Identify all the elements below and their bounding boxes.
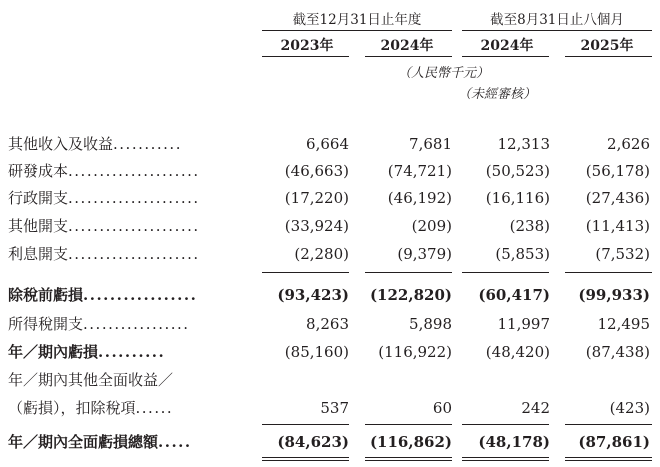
- total-rule: [462, 424, 549, 425]
- row-value: 60: [432, 399, 452, 417]
- row-value: (11,413): [585, 217, 650, 235]
- header-group-underline-1: [262, 30, 452, 31]
- subtotal-rule: [262, 272, 349, 273]
- row-label: 其他開支.....................: [8, 217, 200, 235]
- table-row: [0, 311, 660, 337]
- row-value: (423): [609, 399, 650, 417]
- table-row: [0, 282, 660, 308]
- year-header-2023: 2023年: [280, 38, 334, 54]
- table-row: [0, 395, 660, 421]
- row-value: (46,192): [387, 189, 452, 207]
- row-value: 242: [521, 399, 550, 417]
- row-value: (2,280): [294, 245, 349, 263]
- row-value: 12,313: [497, 135, 550, 153]
- table-row: [0, 429, 660, 455]
- row-value: (74,721): [387, 162, 452, 180]
- header-group-year-ended: 截至12月31日止年度: [292, 12, 422, 28]
- unaudited-note: （未經審核）: [458, 87, 537, 102]
- row-value: 8,263: [306, 315, 349, 333]
- row-value: 5,898: [409, 315, 452, 333]
- table-row: [0, 213, 660, 239]
- row-value: (85,160): [284, 343, 349, 361]
- year-underline-2: [365, 56, 452, 57]
- row-value: 11,997: [497, 315, 550, 333]
- row-value: (84,623): [277, 433, 349, 451]
- row-label: 除稅前虧損.................: [8, 286, 198, 304]
- row-value: (116,922): [378, 343, 452, 361]
- row-value: (122,820): [369, 286, 452, 304]
- row-label: 利息開支.....................: [8, 245, 200, 263]
- double-rule: [565, 457, 652, 461]
- row-value: 2,626: [607, 135, 650, 153]
- row-value: (60,417): [478, 286, 550, 304]
- row-label: 年／期內其他全面收益／: [8, 371, 174, 389]
- row-value: 537: [320, 399, 349, 417]
- table-row: [0, 131, 660, 157]
- row-value: 6,664: [306, 135, 349, 153]
- row-label: 年／期內虧損..........: [8, 343, 166, 361]
- row-value: (93,423): [277, 286, 349, 304]
- table-row: [0, 241, 660, 267]
- row-value: (87,438): [585, 343, 650, 361]
- row-value: (9,379): [397, 245, 452, 263]
- row-label: 其他收入及收益...........: [8, 135, 182, 153]
- row-value: (5,853): [495, 245, 550, 263]
- total-rule: [565, 424, 652, 425]
- subtotal-rule: [462, 272, 549, 273]
- row-label: 所得稅開支.................: [8, 315, 190, 333]
- row-label: 年／期內全面虧損總額.....: [8, 433, 192, 451]
- row-value: (48,420): [485, 343, 550, 361]
- row-value: (116,862): [369, 433, 452, 451]
- year-underline-3: [462, 56, 549, 57]
- row-value: (7,532): [595, 245, 650, 263]
- row-value: (27,436): [585, 189, 650, 207]
- row-value: (46,663): [284, 162, 349, 180]
- double-rule: [262, 457, 349, 461]
- table-row: [0, 339, 660, 365]
- row-value: (48,178): [478, 433, 550, 451]
- row-label: （虧損），扣除稅項......: [8, 399, 174, 417]
- table-row: [0, 185, 660, 211]
- row-value: (99,933): [578, 286, 650, 304]
- table-row: [0, 367, 660, 393]
- total-rule: [262, 424, 349, 425]
- unit-note: （人民幣千元）: [398, 66, 490, 81]
- year-header-2024: 2024年: [380, 38, 434, 54]
- row-value: 12,495: [597, 315, 650, 333]
- header-group-eight-months: 截至8月31日止八個月: [490, 12, 624, 28]
- row-value: (16,116): [485, 189, 550, 207]
- row-value: (209): [411, 217, 452, 235]
- total-rule: [365, 424, 452, 425]
- subtotal-rule: [565, 272, 652, 273]
- row-value: 7,681: [409, 135, 452, 153]
- row-value: (17,220): [284, 189, 349, 207]
- row-value: (33,924): [284, 217, 349, 235]
- table-row: [0, 158, 660, 184]
- row-value: (50,523): [485, 162, 550, 180]
- year-underline-4: [565, 56, 652, 57]
- row-value: (238): [509, 217, 550, 235]
- year-underline-1: [262, 56, 349, 57]
- double-rule: [365, 457, 452, 461]
- subtotal-rule: [365, 272, 452, 273]
- row-label: 研發成本.....................: [8, 162, 200, 180]
- row-value: (56,178): [585, 162, 650, 180]
- row-label: 行政開支.....................: [8, 189, 200, 207]
- year-header-2024-period: 2024年: [480, 38, 534, 54]
- row-value: (87,861): [578, 433, 650, 451]
- year-header-2025-period: 2025年: [580, 38, 634, 54]
- double-rule: [462, 457, 549, 461]
- header-group-underline-2: [462, 30, 652, 31]
